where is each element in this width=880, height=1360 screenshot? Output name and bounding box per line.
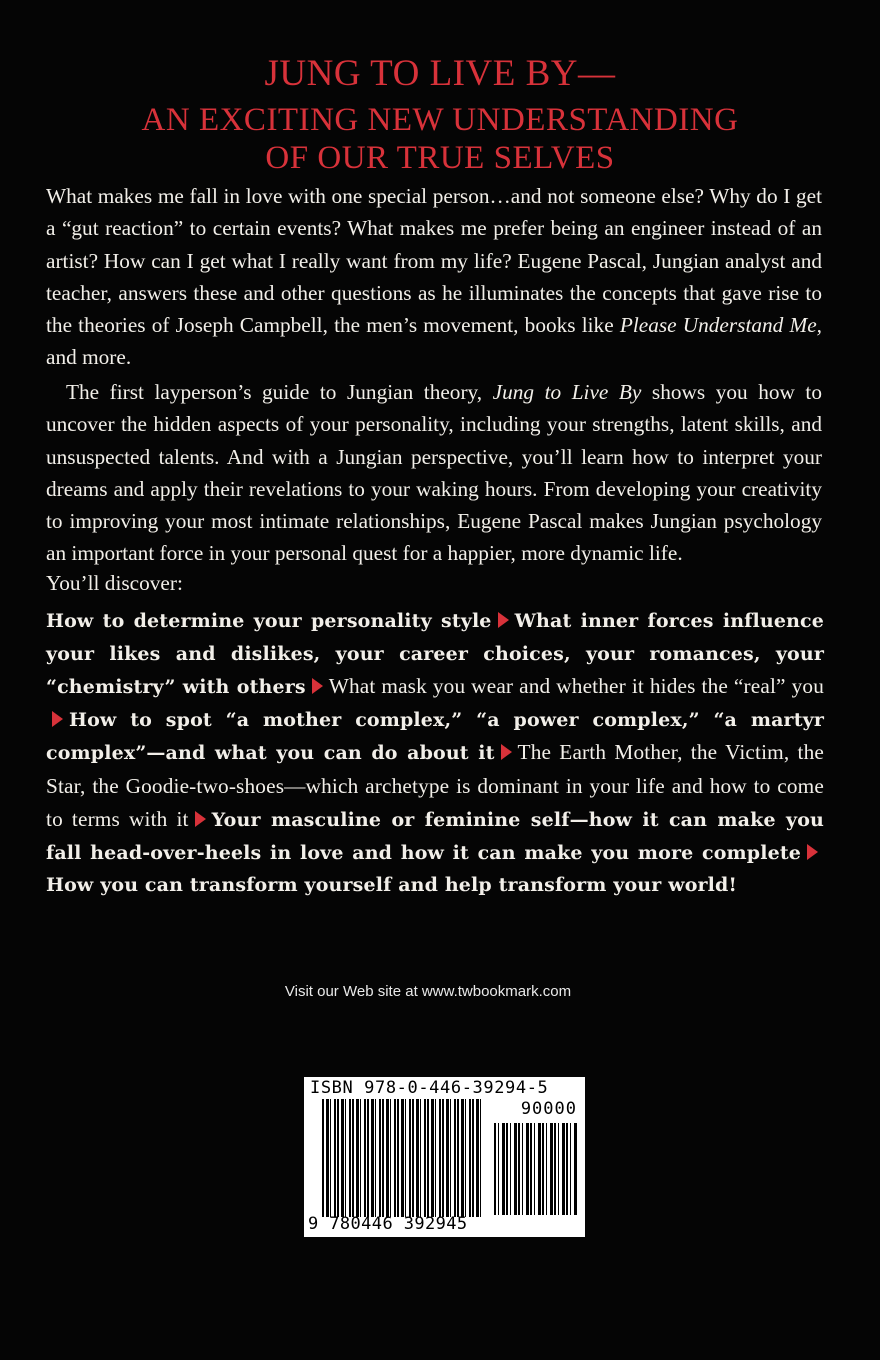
red-triangle-bullet-icon <box>807 844 818 860</box>
headline-subtitle-line2: OF OUR TRUE SELVES <box>265 140 615 176</box>
barcode-bars <box>322 1099 484 1217</box>
website-line: Visit our Web site at www.twbookmark.com <box>284 983 572 1000</box>
feature-item: How you can transform yourself and help transform your world! <box>46 874 737 896</box>
red-triangle-bullet-icon <box>52 711 63 727</box>
headline-subtitle-line1: AN EXCITING NEW UNDERSTANDING <box>141 102 739 138</box>
discover-label: You’ll discover: <box>46 571 183 595</box>
red-triangle-bullet-icon <box>312 678 323 694</box>
red-triangle-bullet-icon <box>498 612 509 628</box>
body-lead: The first layperson’s guide to Jungian theory, <box>66 380 493 404</box>
body-paragraph <box>46 376 822 570</box>
red-triangle-bullet-icon <box>501 744 512 760</box>
ean-number: 9 780446 392945 <box>308 1214 468 1234</box>
jung-title-italic: Jung to Live By <box>492 380 642 404</box>
book-title-italic: Please Understand Me, <box>619 313 822 338</box>
intro-text: What makes me fall in love with one special person…and not someone else? Why do I get a “gut reaction” to certain events? What makes me prefer being an engineer instead of an artist? How can I get what I really want from my life? Eugene Pascal, Jungian analyst and teacher, answers these and other questions as he illuminates the concepts that gave rise to the theories of Joseph Campbell, the men’s movement, books like <box>46 184 822 338</box>
feature-item: Your masculine or feminine self—how it can make you fall head-over-heels in love and how it can make you more complete <box>46 809 824 864</box>
feature-item: What inner forces influence your likes and dislikes, your career choices, your romances, your “chemistry” with others <box>46 610 824 698</box>
feature-item: How to determine your personality style <box>46 610 492 632</box>
intro-paragraph <box>46 180 822 374</box>
headline-title: JUNG TO LIVE BY— <box>264 53 616 94</box>
feature-item: The Earth Mother, the Victim, the Star, the Goodie-two-shoes—which archetype is dominant in your life and how to come to terms with it <box>46 740 824 831</box>
feature-item: How to spot “a mother complex,” “a power complex,” “a martyr complex”—and what you can do about it <box>46 708 824 764</box>
isbn-number: ISBN 978-0-446-39294-5 <box>310 1078 549 1098</box>
barcode <box>304 1077 585 1237</box>
body-text: shows you how to uncover the hidden aspects of your personality, including your strengths, latent skills, and unsuspected talents. And with a Jungian perspective, you’ll learn how to interpret your dreams and apply their revelations to your waking hours. From developing your creativity to improving your most intimate relationships, Eugene Pascal makes Jungian psychology an important force in your personal quest for a happier, more dynamic life. <box>46 380 822 566</box>
intro-tail: and more. <box>46 345 132 370</box>
feature-item: What mask you wear and whether it hides the “real” you <box>328 674 824 698</box>
price-code: 90000 <box>520 1099 577 1119</box>
feature-list <box>46 605 824 902</box>
barcode-addon-bars <box>494 1123 578 1215</box>
red-triangle-bullet-icon <box>195 811 206 827</box>
